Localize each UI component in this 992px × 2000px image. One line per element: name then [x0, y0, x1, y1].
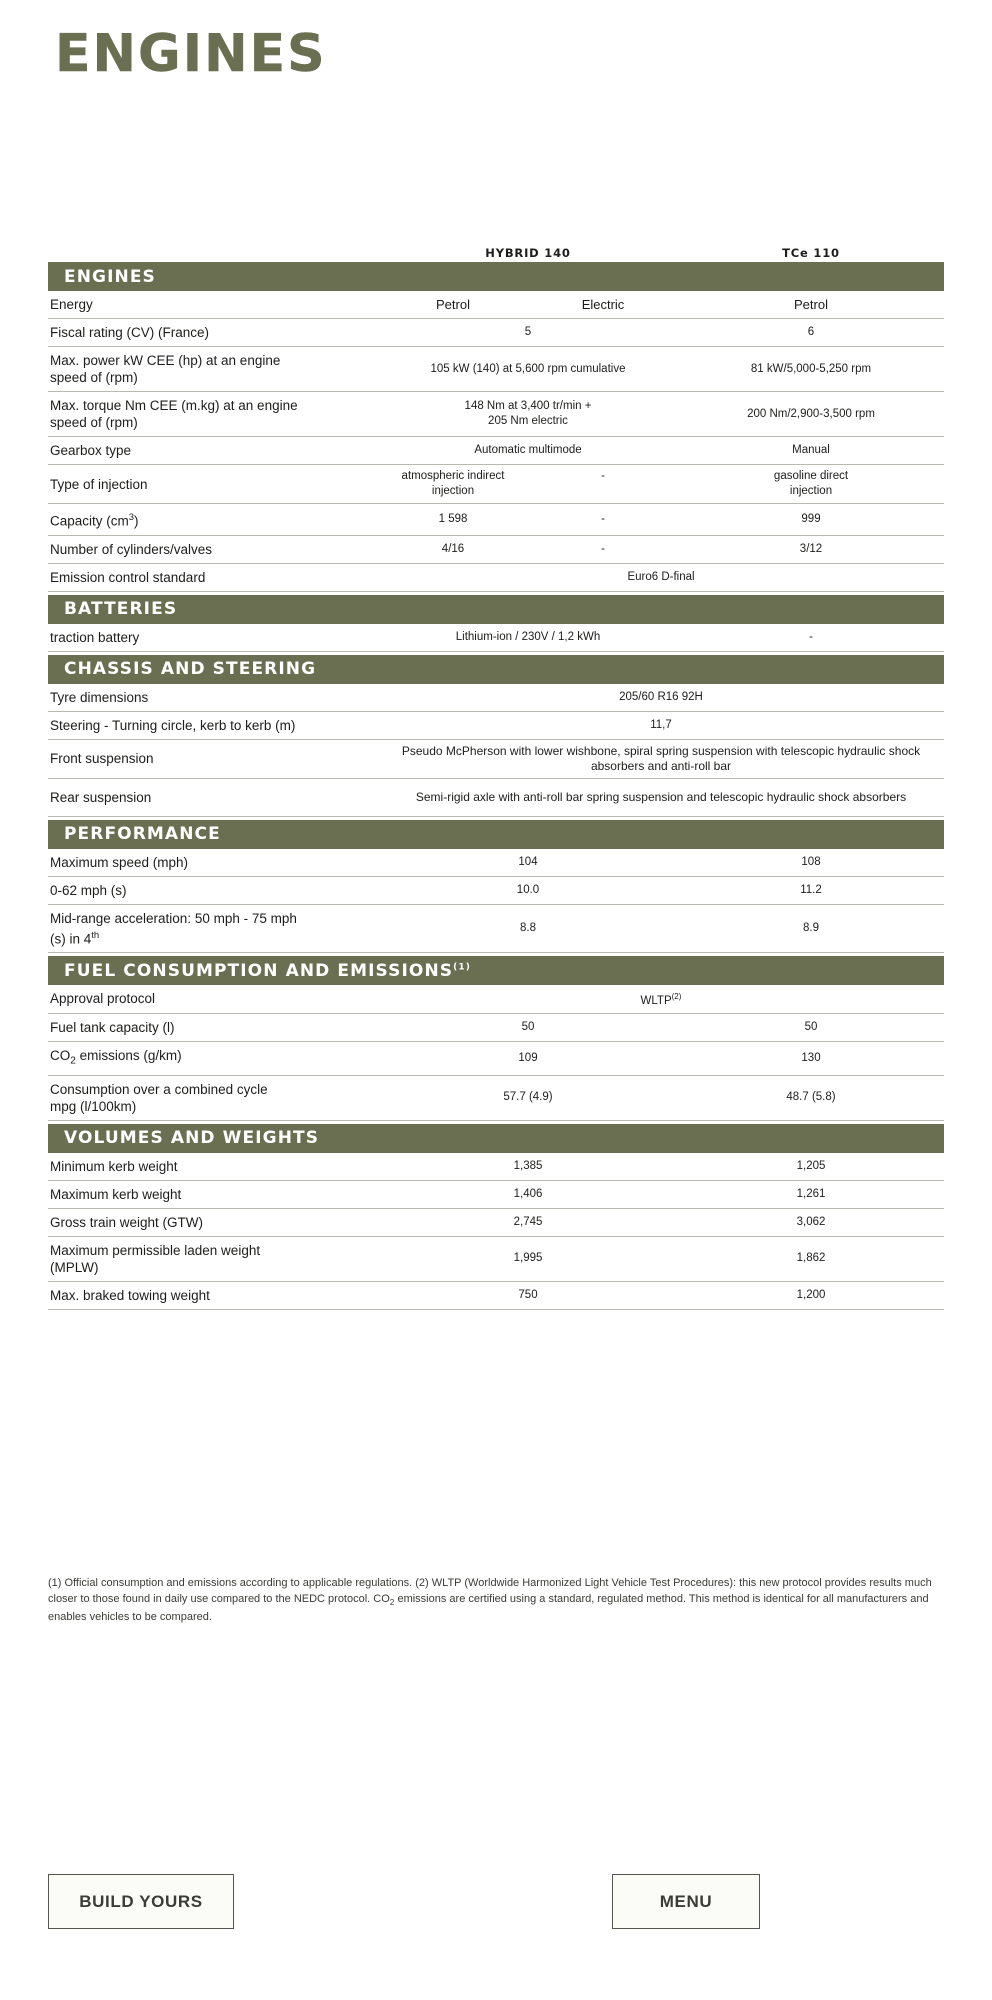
row-value-hybrid: Lithium-ion / 230V / 1,2 kWh — [455, 630, 601, 643]
row-label: Rear suspension — [50, 789, 152, 805]
row-value-shared: Pseudo McPherson with lower wishbone, spiral spring suspension with telescopic hydraulic shock absorbers and anti-roll bar — [401, 743, 921, 773]
row-value-shared: 205/60 R16 92H — [619, 690, 703, 703]
row-value-hybrid: 57.7 (4.9) — [503, 1091, 553, 1104]
row-value-tce: 11.2 — [800, 883, 822, 896]
table-row — [48, 536, 944, 564]
column-header-hybrid — [378, 244, 678, 262]
row-value-tce: 6 — [807, 326, 815, 338]
table-row — [48, 347, 944, 392]
row-value-hybrid — [378, 508, 678, 531]
section-header-engines-label: ENGINES — [64, 266, 156, 287]
row-value-hybrid: 1,406 — [513, 1187, 543, 1200]
table-row — [48, 1237, 944, 1282]
table-row — [48, 1042, 944, 1076]
row-value-shared: WLTP$^{(2)}$ — [640, 992, 682, 1007]
row-value-tce: 999 — [801, 512, 821, 525]
section-header-chassis-label: CHASSIS AND STEERING — [64, 659, 317, 679]
table-row — [48, 849, 944, 877]
row-value-tce: - — [809, 630, 813, 643]
footnote-line-4: vehicles to be compared. — [89, 1611, 212, 1624]
row-value-tce: 3/12 — [799, 542, 823, 555]
row-value-hybrid: 109 — [518, 1051, 538, 1064]
row-label: Consumption over a combined cycle mpg (l/100km) — [50, 1081, 268, 1114]
row-label: Approval protocol — [50, 991, 156, 1007]
row-value-tce: 130 — [801, 1051, 821, 1064]
row-value-hybrid: 105 kW (140) at 5,600 rpm cumulative — [430, 362, 626, 375]
table-row — [48, 877, 944, 905]
section-header-batteries-label: BATTERIES — [64, 599, 178, 619]
row-value-shared: Semi-rigid axle with anti-roll bar spring suspension and telescopic hydraulic shock absorbers — [415, 789, 907, 804]
column-header-tce — [678, 244, 944, 262]
row-label: traction battery — [50, 629, 140, 645]
row-label: Tyre dimensions — [50, 689, 149, 705]
footnote-line-3: $CO_2$ emissions are certified using a standard, regulated method. This method is identical for all manufacturers and enables — [48, 1592, 929, 1624]
row-value-hybrid-petrol: atmospheric indirect injection — [401, 470, 505, 497]
table-row — [48, 1209, 944, 1237]
section-header-performance-label: PERFORMANCE — [64, 824, 221, 844]
table-row — [48, 291, 944, 319]
row-value-tce: 1,205 — [796, 1159, 826, 1172]
table-row — [48, 740, 944, 779]
row-value-shared: Euro6 D-final — [627, 570, 695, 583]
footnote-line-1: (1) Official consumption and emissions according to applicable regulations. (2) WLTP (Worldwide Harmonized Light Vehicle Test — [48, 1577, 671, 1589]
row-value-tce: 50 — [804, 1020, 818, 1033]
row-label: Maximum kerb weight — [50, 1186, 182, 1202]
table-row — [48, 1153, 944, 1181]
row-label: Max. torque Nm CEE (m.kg) at an engine speed of (rpm) — [50, 398, 298, 430]
row-label: Mid-range acceleration: 50 mph - 75 mph (s) in 4th — [50, 910, 297, 946]
row-value-hybrid: 148 Nm at 3,400 tr/min + 205 Nm electric — [464, 400, 592, 427]
table-column-headers — [48, 236, 944, 262]
menu-button[interactable]: MENU — [612, 1874, 760, 1929]
row-value-tce: Petrol — [794, 297, 828, 312]
row-label: Max. braked towing weight — [50, 1287, 210, 1303]
row-value-tce: gasoline direct injection — [773, 470, 849, 497]
row-value-hybrid — [378, 465, 678, 503]
row-label: Energy — [50, 297, 93, 312]
footnote — [48, 1576, 948, 1626]
table-row — [48, 712, 944, 740]
section-header-fuel — [48, 956, 944, 985]
specifications-table — [48, 236, 944, 1310]
row-value-hybrid: 5 — [524, 326, 532, 338]
page-title: ENGINES — [55, 24, 327, 84]
footnote-line-2: Procedures): this new protocol provides results much closer to those found in daily use compared to the NEDC protocol. — [48, 1577, 932, 1605]
table-row — [48, 1181, 944, 1209]
table-row — [48, 1014, 944, 1042]
row-value-hybrid: 8.8 — [520, 921, 536, 934]
row-value-hybrid-electric: - — [601, 542, 605, 555]
row-label: Type of injection — [50, 476, 148, 492]
column-header-hybrid-label: HYBRID 140 — [485, 246, 571, 260]
row-label: Max. power kW CEE (hp) at an engine speed of (rpm) — [50, 353, 281, 385]
section-header-chassis — [48, 655, 944, 684]
row-value-tce: 200 Nm/2,900-3,500 rpm — [747, 407, 875, 420]
table-row — [48, 319, 944, 347]
row-value-tce: 1,862 — [796, 1252, 826, 1265]
row-value-tce: Manual — [792, 444, 830, 456]
table-row — [48, 1076, 944, 1121]
row-value-hybrid: 750 — [518, 1288, 538, 1301]
section-header-performance — [48, 820, 944, 849]
row-value-shared: 11,7 — [650, 718, 672, 731]
row-label: Capacity $(cm^3)$ — [50, 512, 139, 529]
row-label: Emission control standard — [50, 569, 206, 585]
row-label: Maximum speed (mph) — [50, 854, 189, 870]
table-row — [48, 437, 944, 465]
row-value-hybrid — [378, 293, 678, 316]
table-row — [48, 779, 944, 817]
row-label: Front suspension — [50, 751, 154, 766]
row-value-hybrid-electric: - — [601, 512, 605, 525]
build-yours-button[interactable]: BUILD YOURS — [48, 1874, 234, 1929]
section-header-fuel-label: FUEL CONSUMPTION AND EMISSIONS$^{(1)}$ — [64, 960, 471, 981]
table-row — [48, 684, 944, 712]
row-label: Steering - Turning circle, kerb to kerb (m) — [50, 717, 296, 733]
column-header-tce-label: TCe 110 — [782, 246, 840, 260]
table-row — [48, 465, 944, 504]
row-label: 0-62 mph (s) — [50, 882, 127, 898]
section-header-volumes — [48, 1124, 944, 1153]
row-label: Fiscal rating (CV) (France) — [50, 325, 210, 340]
row-value-hybrid-petrol: 4/16 — [441, 542, 465, 555]
row-label: Gearbox type — [50, 443, 132, 458]
row-value-hybrid: 1,385 — [513, 1159, 543, 1172]
row-value-hybrid: Automatic multimode — [474, 444, 582, 456]
row-label: Gross train weight (GTW) — [50, 1214, 204, 1230]
section-header-volumes-label: VOLUMES AND WEIGHTS — [64, 1128, 320, 1149]
section-header-engines — [48, 262, 944, 291]
row-value-hybrid-petrol: 1 598 — [438, 512, 468, 525]
table-row — [48, 624, 944, 652]
row-value-hybrid: 1,995 — [513, 1252, 543, 1265]
row-value-hybrid: 50 — [521, 1020, 535, 1033]
row-value-hybrid-petrol: Petrol — [436, 297, 470, 312]
row-value-hybrid: 10.0 — [516, 883, 540, 896]
row-value-hybrid-electric: Electric — [581, 297, 625, 312]
row-label: Maximum permissible laden weight (MPLW) — [50, 1242, 261, 1275]
row-value-hybrid — [378, 538, 678, 561]
row-value-hybrid-electric: - — [601, 470, 605, 482]
table-row — [48, 392, 944, 437]
row-value-hybrid: 104 — [518, 855, 538, 868]
table-row — [48, 1282, 944, 1310]
section-header-batteries — [48, 595, 944, 624]
row-value-tce: 3,062 — [796, 1215, 826, 1228]
table-row — [48, 985, 944, 1014]
table-row — [48, 504, 944, 536]
row-label: Minimum kerb weight — [50, 1158, 178, 1174]
row-label: $CO_2$ emissions (g/km) — [50, 1047, 182, 1067]
row-value-tce: 108 — [801, 855, 821, 868]
row-value-tce: 1,261 — [796, 1187, 826, 1200]
row-value-tce: 48.7 (5.8) — [786, 1091, 836, 1104]
row-label: Fuel tank capacity (l) — [50, 1019, 175, 1035]
table-row — [48, 564, 944, 592]
row-label: Number of cylinders/valves — [50, 541, 213, 557]
row-value-tce: 8.9 — [803, 921, 819, 934]
row-value-tce: 81 kW/5,000-5,250 rpm — [750, 362, 872, 375]
row-value-hybrid: 2,745 — [513, 1215, 543, 1228]
table-row — [48, 905, 944, 954]
row-value-tce: 1,200 — [796, 1288, 826, 1301]
